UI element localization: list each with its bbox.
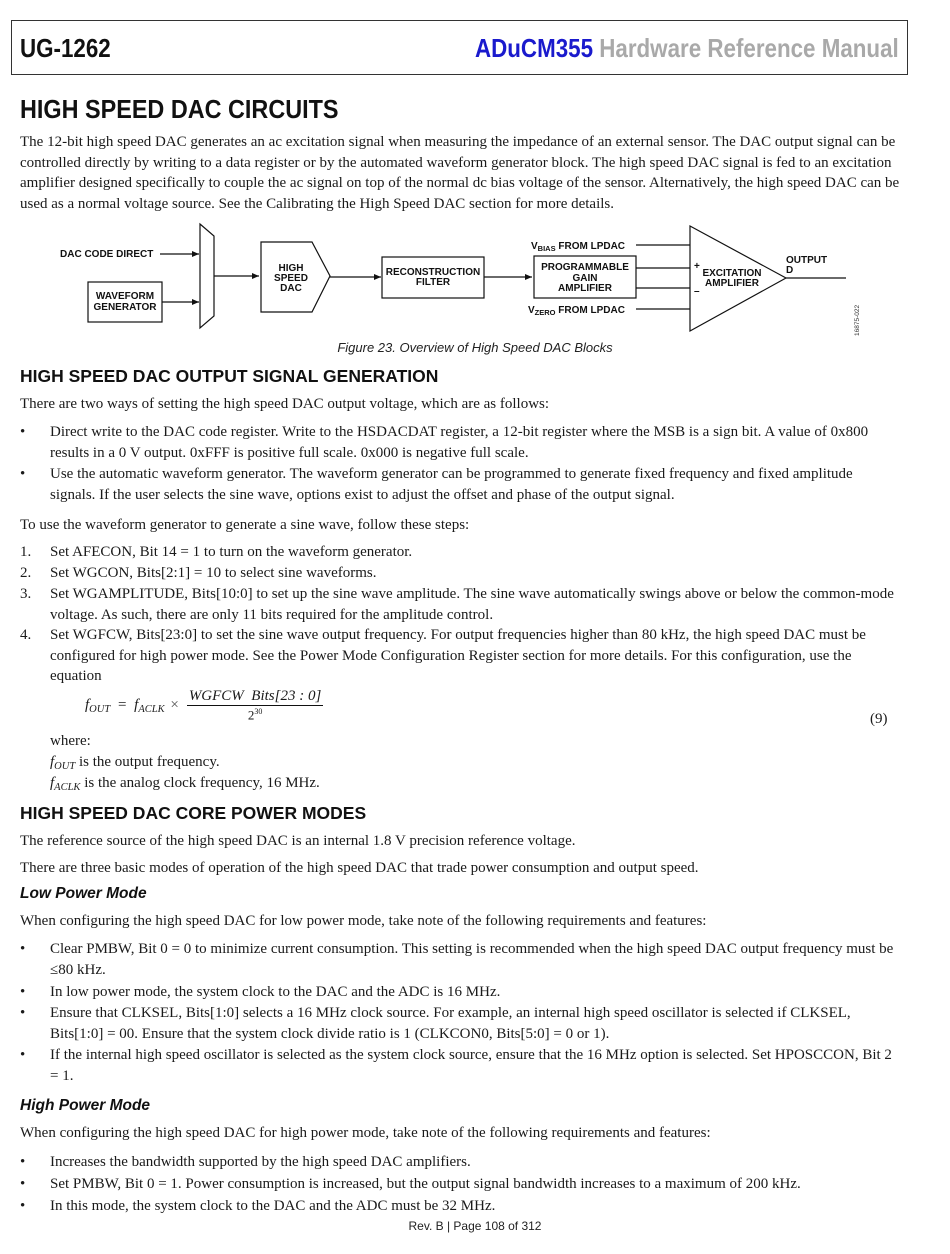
bullet-text: Direct write to the DAC code register. Write to the HSDACDAT register, a 12-bit register where the MSB is a sign bit. A value of 0x800 results in a 0 V output. 0xFFF is positive full scale. 0x000 is negative full scale. xyxy=(50,424,869,461)
page-header xyxy=(11,20,908,75)
list-item xyxy=(20,422,900,463)
amp-plus: + xyxy=(694,261,700,272)
step-text: Set WGCON, Bits[2:1] = 10 to select sine waveforms. xyxy=(50,565,377,581)
step-number: 2. xyxy=(20,565,32,581)
low-power-lead: When configuring the high speed DAC for low power mode, take note of the following requirements and features: xyxy=(20,913,707,929)
pga-label-1: PROGRAMMABLE xyxy=(541,262,629,273)
manual-title xyxy=(475,33,899,64)
bullet-marker: • xyxy=(20,1154,26,1170)
eq-numerator: WGFCW Bits[23 : 0] xyxy=(188,688,322,704)
vbias-label: $V_{BIAS}$ FROM LPDAC xyxy=(531,241,626,253)
output-label-2: D xyxy=(786,265,794,276)
hs-dac-label-2: SPEED xyxy=(274,273,308,284)
amp-label-1: EXCITATION xyxy=(702,268,762,279)
output-generation-heading: HIGH SPEED DAC OUTPUT SIGNAL GENERATION xyxy=(20,366,439,386)
mux-symbol xyxy=(200,224,214,328)
hs-dac-label-3: DAC xyxy=(280,283,302,294)
section-title: HIGH SPEED DAC CIRCUITS xyxy=(20,94,339,124)
bullet-marker: • xyxy=(20,1176,26,1192)
bullet-marker: • xyxy=(20,1198,26,1214)
list-item xyxy=(20,464,900,505)
power-paragraph-2: There are three basic modes of operation of the high speed DAC that trade power consumption and output speed. xyxy=(20,860,699,876)
bullet-marker: • xyxy=(20,1047,26,1063)
dac-code-direct-label: DAC CODE DIRECT xyxy=(60,249,154,260)
list-item xyxy=(20,1003,900,1044)
step-number: 1. xyxy=(20,544,32,560)
list-item xyxy=(20,982,900,1003)
amp-label-2: AMPLIFIER xyxy=(705,278,759,289)
bullet-marker: • xyxy=(20,941,26,957)
list-item xyxy=(20,625,900,687)
eq-lhs: f xyxy=(85,697,90,714)
figure-code: 16875-022 xyxy=(854,304,861,336)
bullet-marker: • xyxy=(20,424,26,440)
high-power-lead: When configuring the high speed DAC for high power mode, take note of the following requirements and features: xyxy=(20,1125,711,1141)
doc-id: UG-1262 xyxy=(20,33,111,63)
equation-number: (9) xyxy=(870,711,888,727)
waveform-generator-label-1: WAVEFORM xyxy=(95,291,155,302)
bullet-marker: • xyxy=(20,984,26,1000)
bullet-text: Clear PMBW, Bit 0 = 0 to minimize current consumption. This setting is recommended when the high speed DAC output frequency must be ≤80 kHz. xyxy=(50,941,894,978)
bullet-text: Set PMBW, Bit 0 = 1. Power consumption is increased, but the output signal bandwidth increases to a maximum of 200 kHz. xyxy=(50,1176,801,1192)
amp-minus: – xyxy=(694,286,700,297)
bullet-text: Increases the bandwidth supported by the high speed DAC amplifiers. xyxy=(50,1154,471,1170)
waveform-generator-label-2: GENERATOR xyxy=(93,302,157,313)
eq-denominator: $2^{30}$ xyxy=(247,707,263,723)
output-lead: There are two ways of setting the high speed DAC output voltage, which are as follows: xyxy=(20,396,550,412)
low-power-heading: Low Power Mode xyxy=(20,885,147,902)
figure-caption: Figure 23. Overview of High Speed DAC Blocks xyxy=(337,340,613,355)
where-label: where: xyxy=(50,733,91,749)
list-item xyxy=(20,542,900,563)
power-modes-heading: HIGH SPEED DAC CORE POWER MODES xyxy=(20,803,367,823)
block-diagram xyxy=(0,218,950,340)
definition-fout: $f_{OUT}$ is the output frequency. xyxy=(50,754,220,772)
frequency-equation: $f_{OUT} = f_{ACLK}$ × WGFCW Bits[23 : 0] $2^{30}$ xyxy=(85,688,322,723)
bullet-marker: • xyxy=(20,1005,26,1021)
pga-label-3: AMPLIFIER xyxy=(558,283,612,294)
bullet-marker: • xyxy=(20,466,26,482)
list-item xyxy=(20,584,900,625)
filter-label-2: FILTER xyxy=(415,277,451,288)
power-paragraph-1: The reference source of the high speed DAC is an internal 1.8 V precision reference voltage. xyxy=(20,833,576,849)
high-power-heading: High Power Mode xyxy=(20,1097,151,1114)
list-item xyxy=(20,1045,900,1086)
step-text: Set WGAMPLITUDE, Bits[10:0] to set up the sine wave amplitude. The sine wave automatically swings above or below the common-mode voltage. As such, there are only 11 bits required for the amplitude control. xyxy=(50,586,894,623)
bullet-text: Use the automatic waveform generator. The waveform generator can be programmed to generate fixed frequency and fixed amplitude signals. If the user selects the sine wave, options exist to adjust the offset and phase of the output signal. xyxy=(50,466,853,503)
step-number: 4. xyxy=(20,627,32,643)
eq-rhs: f xyxy=(134,697,139,714)
steps-lead: To use the waveform generator to generate a sine wave, follow these steps: xyxy=(20,517,470,533)
filter-label-1: RECONSTRUCTION xyxy=(385,267,481,278)
manual-name: Hardware Reference Manual xyxy=(599,33,899,63)
page-footer: Rev. B | Page 108 of 312 xyxy=(408,1219,542,1233)
step-text: Set WGFCW, Bits[23:0] to set the sine wave output frequency. For output frequencies higher than 80 kHz, the high speed DAC must be configured for high power mode. See the Power Mode Configuration Register section for more details. For this configuration, use the equation xyxy=(50,627,866,684)
list-item xyxy=(20,563,900,584)
output-label-1: OUTPUT xyxy=(786,255,828,266)
hs-dac-label-1: HIGH xyxy=(278,263,304,274)
step-number: 3. xyxy=(20,586,32,602)
bullet-text: If the internal high speed oscillator is selected as the system clock source, ensure that the 16 MHz option is selected. Set HPOSCCON, Bit 2 = 1. xyxy=(50,1047,892,1084)
bullet-text: Ensure that CLKSEL, Bits[1:0] selects a 16 MHz clock source. For example, an internal high speed oscillator is selected if CLKSEL, Bits[1:0] = 00. Ensure that the system clock divide ratio is 1 (CLKCON0, Bits[5:0] = 0 or 1). xyxy=(50,1005,851,1042)
list-item xyxy=(20,1196,900,1217)
list-item xyxy=(20,1152,900,1173)
step-text: Set AFECON, Bit 14 = 1 to turn on the waveform generator. xyxy=(50,544,413,560)
bullet-text: In low power mode, the system clock to the DAC and the ADC is 16 MHz. xyxy=(50,984,501,1000)
pga-label-2: GAIN xyxy=(572,273,598,284)
bullet-text: In this mode, the system clock to the DAC and the ADC must be 32 MHz. xyxy=(50,1198,496,1214)
list-item xyxy=(20,1174,900,1195)
list-item xyxy=(20,939,900,980)
definition-faclk: $f_{ACLK}$ is the analog clock frequency, 16 MHz. xyxy=(50,775,320,793)
vzero-label: $V_{ZERO}$ FROM LPDAC xyxy=(528,305,625,317)
intro-paragraph: The 12-bit high speed DAC generates an ac excitation signal when measuring the impedance of an external sensor. The DAC output signal can be controlled directly by writing to a data register or by the automated waveform generator block. The high speed DAC signal is fed to an excitation amplifier designed specifically to couple the ac signal on top of the normal dc bias voltage of the sensor. Alternatively, the high speed DAC can be used as a normal voltage source. See the Calibrating the High Speed DAC section for more details. xyxy=(20,134,900,212)
product-name: ADuCM355 xyxy=(475,33,594,63)
